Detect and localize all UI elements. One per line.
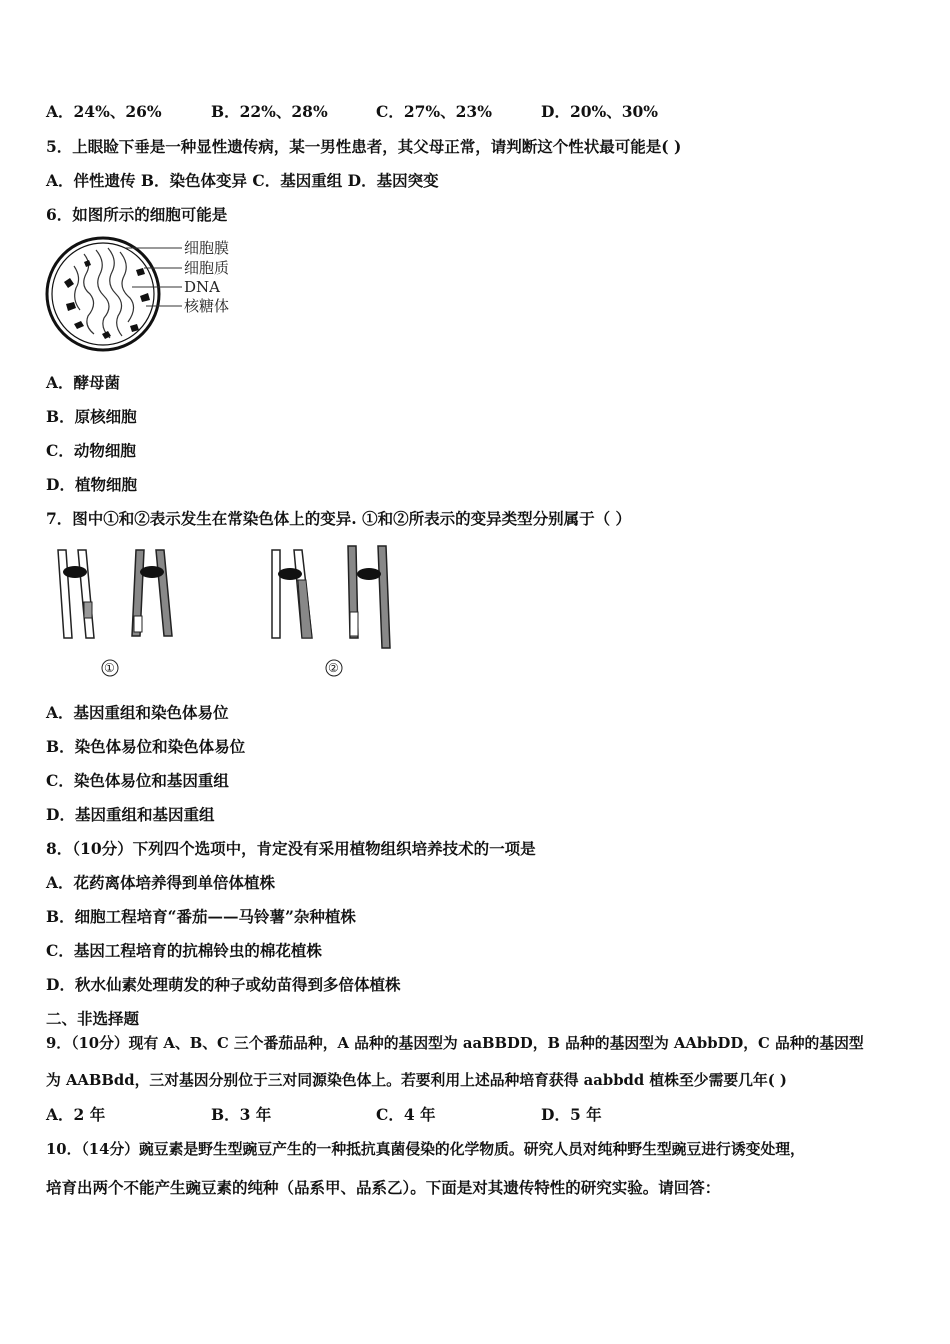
q8-option-d: D．秋水仙素处理萌发的种子或幼苗得到多倍体植株	[46, 975, 401, 994]
q9-option-d: D．5 年	[541, 1105, 602, 1124]
q6-option-d: D．植物细胞	[46, 475, 137, 494]
q8-option-b: B．细胞工程培育“番茄——马铃薯”杂种植株	[46, 907, 356, 926]
q9-stem-line2: 为 AABBdd，三对基因分别位于三对同源染色体上。若要利用上述品种培育获得 aabbdd 植株至少需要几年( )	[46, 1072, 787, 1089]
q8-option-c: C．基因工程培育的抗棉铃虫的棉花植株	[46, 941, 322, 960]
figure-label-1: ①	[104, 661, 115, 675]
q5-stem: 5．上眼睑下垂是一种显性遗传病，某一男性患者，其父母正常，请判断这个性状最可能是( )	[46, 137, 682, 156]
q9-option-c: C．4 年	[376, 1105, 436, 1124]
cell-membrane-outline	[47, 238, 159, 350]
q7-stem: 7．图中①和②表示发生在常染色体上的变异. ①和②所表示的变异类型分别属于（ ）	[46, 509, 631, 528]
q8-stem: 8．（10分）下列四个选项中，肯定没有采用植物组织培养技术的一项是	[46, 839, 536, 858]
q9-stem-line1: 9．（10分）现有 A、B、C 三个番茄品种，A 品种的基因型为 aaBBDD，B 品种的基因型为 AAbbDD，C 品种的基因型	[46, 1035, 864, 1052]
q4-option-a: A．24%、26%	[46, 102, 162, 121]
q9-options	[46, 1105, 602, 1125]
figure-label-2: ②	[328, 661, 339, 675]
chromosome-pair-2b	[348, 546, 390, 648]
q7-option-d: D．基因重组和基因重组	[46, 805, 215, 824]
chromosome-pair-1a	[58, 550, 94, 638]
q6-option-b: B．原核细胞	[46, 407, 137, 426]
chromosome-figure	[44, 540, 404, 680]
q9-option-b: B．3 年	[211, 1105, 272, 1124]
q8-option-a: A．花药离体培养得到单倍体植株	[46, 873, 276, 892]
chromosome-pair-1b	[132, 550, 172, 636]
q6-option-a: A．酵母菌	[46, 373, 121, 392]
chromosome-pair-2a	[272, 550, 312, 638]
q7-option-a: A．基因重组和染色体易位	[46, 703, 229, 722]
cell-diagram-figure	[44, 234, 244, 356]
label-cell-membrane: 细胞膜	[184, 239, 230, 257]
q4-option-b: B．22%、28%	[211, 102, 328, 121]
q7-option-c: C．染色体易位和基因重组	[46, 771, 229, 790]
q6-option-c: C．动物细胞	[46, 441, 136, 460]
q9-option-a: A．2 年	[46, 1105, 106, 1124]
q7-option-b: B．染色体易位和染色体易位	[46, 737, 246, 756]
label-ribosome: 核糖体	[184, 297, 230, 315]
q6-stem: 6．如图所示的细胞可能是	[46, 205, 228, 224]
label-cytoplasm: 细胞质	[184, 259, 230, 277]
q10-stem-line2: 培育出两个不能产生豌豆素的纯种（品系甲、品系乙）。下面是对其遗传特性的研究实验。请回答：	[46, 1178, 721, 1197]
label-dna: DNA	[184, 278, 220, 296]
section-title: 二、非选择题	[46, 1009, 140, 1028]
q4-option-d: D．20%、30%	[541, 102, 659, 121]
q5-options: A．伴性遗传 B．染色体变异 C．基因重组 D．基因突变	[46, 171, 439, 190]
q4-option-c: C．27%、23%	[376, 102, 492, 121]
q4-options	[46, 102, 658, 122]
q10-stem-line1: 10．（14分）豌豆素是野生型豌豆产生的一种抵抗真菌侵染的化学物质。研究人员对纯种野生型豌豆进行诱变处理，	[46, 1141, 805, 1158]
